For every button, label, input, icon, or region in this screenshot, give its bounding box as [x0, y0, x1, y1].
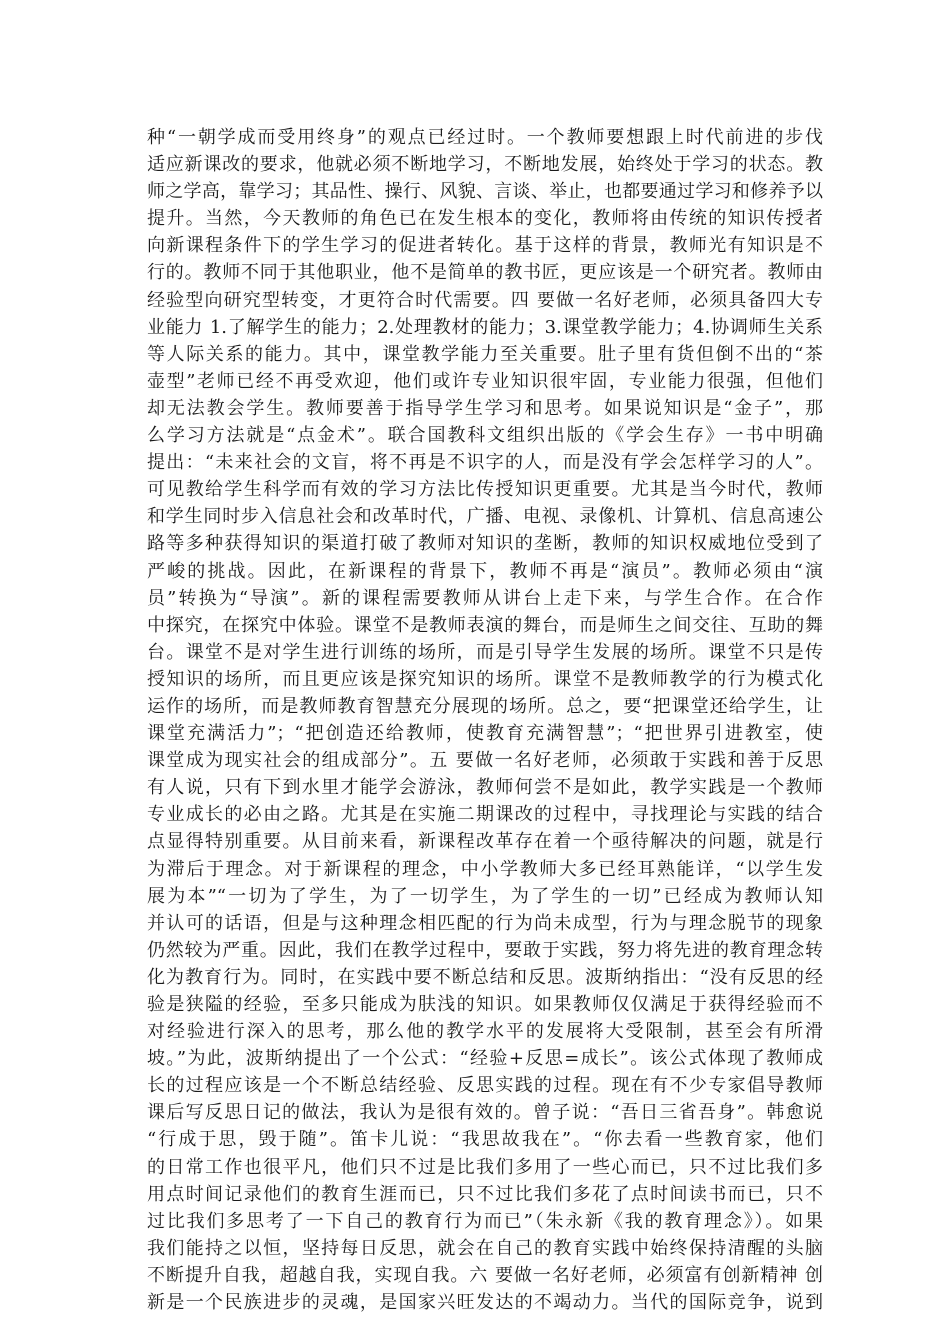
- text-line: 向新课程条件下的学生学习的促进者转化。基于这样的背景，教师光有知识是不: [147, 235, 823, 257]
- text-line: 授知识的场所，而且更应该是探究知识的场所。课堂不是教师教学的行为模式化: [147, 668, 823, 690]
- text-line: 专业成长的必由之路。尤其是在实施二期课改的过程中，寻找理论与实践的结合: [147, 804, 823, 826]
- text-line: 不断提升自我，超越自我，实现自我。六 要做一名好老师，必须富有创新精神 创: [147, 1264, 823, 1286]
- text-line: 新是一个民族进步的灵魂，是国家兴旺发达的不竭动力。当代的国际竞争，说到: [147, 1292, 823, 1314]
- text-line: 长的过程应该是一个不断总结经验、反思实践的过程。现在有不少专家倡导教师: [147, 1075, 823, 1097]
- text-line: 么学习方法就是“点金术”。联合国教科文组织出版的《学会生存》一书中明确: [147, 425, 823, 447]
- text-line: 提升。当然，今天教师的角色已在发生根本的变化，教师将由传统的知识传授者: [147, 208, 823, 230]
- text-line: 课堂充满活力”；“把创造还给教师，使教育充满智慧”；“把世界引进教室，使: [147, 723, 823, 745]
- text-line: 员”转换为“导演”。新的课程需要教师从讲台上走下来，与学生合作。在合作: [147, 587, 823, 609]
- text-line: 可见教给学生科学而有效的学习方法比传授知识更重要。尤其是当今时代，教师: [147, 479, 823, 501]
- text-line: 和学生同时步入信息社会和改革时代，广播、电视、录像机、计算机、信息高速公: [147, 506, 823, 528]
- text-line: 过比我们多思考了一下自己的教育行为而已”（朱永新《我的教育理念》）。如果: [147, 1210, 823, 1232]
- body-text: [147, 124, 823, 1316]
- text-line: “行成于思，毁于随”。笛卡儿说：“我思故我在”。“你去看一些教育家，他们: [147, 1129, 823, 1151]
- text-line: 有人说，只有下到水里才能学会游泳，教师何尝不是如此，教学实践是一个教师: [147, 777, 823, 799]
- text-line: 展为本”“一切为了学生，为了一切学生，为了学生的一切”已经成为教师认知: [147, 885, 823, 907]
- text-line: 路等多种获得知识的渠道打破了教师对知识的垄断，教师的知识权威地位受到了: [147, 533, 823, 555]
- text-line: 运作的场所，而是教师教育智慧充分展现的场所。总之，要“把课堂还给学生，让: [147, 695, 823, 717]
- text-line: 课堂成为现实社会的组成部分”。五 要做一名好老师，必须敢于实践和善于反思: [147, 750, 823, 772]
- text-line: 中探究，在探究中体验。课堂不是教师表演的舞台，而是师生之间交往、互助的舞: [147, 614, 823, 636]
- text-line: 壶型”老师已经不再受欢迎，他们或许专业知识很牢固，专业能力很强，但他们: [147, 370, 823, 392]
- text-line: 却无法教会学生。教师要善于指导学生学习和思考。如果说知识是“金子”，那: [147, 397, 823, 419]
- text-line: 台。课堂不是对学生进行训练的场所，而是引导学生发展的场所。课堂不只是传: [147, 641, 823, 663]
- text-line: 行的。教师不同于其他职业，他不是简单的教书匠，更应该是一个研究者。教师由: [147, 262, 823, 284]
- text-line: 仍然较为严重。因此，我们在教学过程中，要敢于实践，努力将先进的教育理念转: [147, 939, 823, 961]
- text-line: 等人际关系的能力。其中，课堂教学能力至关重要。肚子里有货但倒不出的“茶: [147, 343, 823, 365]
- text-line: 点显得特别重要。从目前来看，新课程改革存在着一个亟待解决的问题，就是行: [147, 831, 823, 853]
- text-line: 经验型向研究型转变，才更符合时代需要。四 要做一名好老师，必须具备四大专: [147, 289, 823, 311]
- text-line: 为滞后于理念。对于新课程的理念，中小学教师大多已经耳熟能详，“以学生发: [147, 858, 823, 880]
- text-line: 用点时间记录他们的教育生涯而已，只不过比我们多花了点时间读书而已，只不: [147, 1183, 823, 1205]
- text-line: 的日常工作也很平凡，他们只不过是比我们多用了一些心而已，只不过比我们多: [147, 1156, 823, 1178]
- text-line: 对经验进行深入的思考，那么他的教学水平的发展将大受限制，甚至会有所滑: [147, 1021, 823, 1043]
- text-line: 适应新课改的要求，他就必须不断地学习，不断地发展，始终处于学习的状态。教: [147, 154, 823, 176]
- text-line: 并认可的话语，但是与这种理念相匹配的行为尚未成型，行为与理念脱节的现象: [147, 912, 823, 934]
- text-line: 验是狭隘的经验，至多只能成为肤浅的知识。如果教师仅仅满足于获得经验而不: [147, 994, 823, 1015]
- text-line: 严峻的挑战。因此，在新课程的背景下，教师不再是“演员”。教师必须由“演: [147, 560, 823, 582]
- text-line: 师之学高，靠学习；其品性、操行、风貌、言谈、举止，也都要通过学习和修养予以: [147, 181, 823, 203]
- text-line: 提出：“未来社会的文盲，将不再是不识字的人，而是没有学会怎样学习的人”。: [147, 452, 823, 474]
- text-line: 我们能持之以恒，坚持每日反思，就会在自己的教育实践中始终保持清醒的头脑: [147, 1237, 823, 1259]
- text-line: 业能力 1.了解学生的能力；2.处理教材的能力；3.课堂教学能力；4.协调师生关系: [147, 316, 823, 338]
- text-line: 课后写反思日记的做法，我认为是很有效的。曾子说：“吾日三省吾身”。韩愈说: [147, 1102, 823, 1124]
- text-line: 坡。”为此，波斯纳提出了一个公式：“经验+反思=成长”。该公式体现了教师成: [147, 1048, 823, 1070]
- text-line: 种“一朝学成而受用终身”的观点已经过时。一个教师要想跟上时代前进的步伐: [147, 127, 823, 148]
- text-line: 化为教育行为。同时，在实践中要不断总结和反思。波斯纳指出：“没有反思的经: [147, 966, 823, 988]
